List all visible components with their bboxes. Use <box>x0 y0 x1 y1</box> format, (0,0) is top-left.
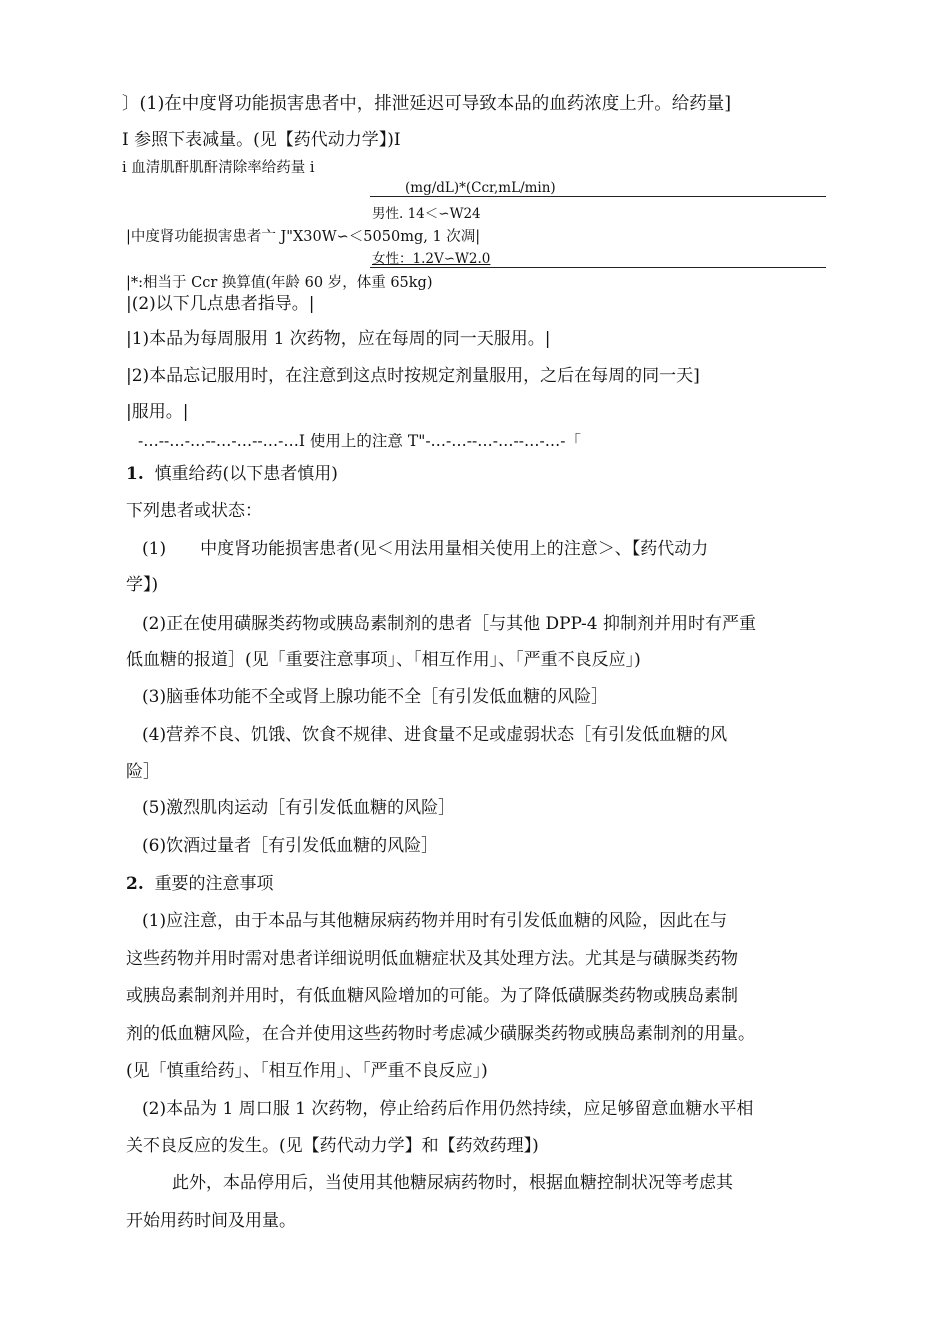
section-1-item-2a: (2)正在使用磺脲类药物或胰岛素制剂的患者［与其他 DPP-4 抑制剂并用时有严重 <box>142 614 757 634</box>
guidance-item-1: |1)本品为每周服用 1 次药物，应在每周的同一天服用。| <box>126 329 551 349</box>
section-1-item-4a: (4)营养不良、饥饿、饮食不规律、进食量不足或虚弱状态［有引发低血糖的风 <box>142 725 728 745</box>
section-1-item-3: (3)脑垂体功能不全或肾上腺功能不全［有引发低血糖的风险］ <box>142 687 609 707</box>
dose-table-row: |中度肾功能损害患者亠 J"X30W∽＜5050mg, 1 次凋| <box>126 229 481 245</box>
section-2-para-3b: 开始用药时间及用量。 <box>126 1211 296 1231</box>
table-rule-top <box>370 196 826 197</box>
dose-table-female: 女性：1.2V∽W2.0 <box>372 251 491 267</box>
section-1-item-1a: (1) 中度肾功能损害患者(见＜用法用量相关使用上的注意＞、【药代动力 <box>142 539 709 559</box>
section-2-para-3a: 此外，本品停用后，当使用其他糖尿病药物时，根据血糖控制状况等考虑其 <box>172 1173 733 1193</box>
section-2-para-2a: (2)本品为 1 周口服 1 次药物，停止给药后作用仍然持续，应足够留意血糖水平相 <box>142 1099 754 1119</box>
section-1-heading <box>126 463 338 485</box>
section-2-title: 重要的注意事项 <box>154 874 274 894</box>
guidance-intro: |(2)以下几点患者指导。| <box>126 294 315 314</box>
section-1-item-5: (5)激烈肌肉运动［有引发低血糖的风险］ <box>142 798 456 818</box>
section-1-title: 慎重给药(以下患者慎用) <box>154 464 338 484</box>
section-1-item-4b: 险］ <box>126 762 160 782</box>
guidance-item-2b: |服用。| <box>126 402 189 422</box>
section-2-para-1c: 或胰岛素制剂并用时，有低血糖风险增加的可能。为了降低磺脲类药物或胰岛素制 <box>126 986 738 1006</box>
section-2-para-2b: 关不良反应的发生。(见【药代动力学】和【药效药理】) <box>126 1136 539 1156</box>
section-1-number: 1. <box>126 464 144 484</box>
guidance-item-2a: |2)本品忘记服用时，在注意到这点时按规定剂量服用，之后在每周的同一天] <box>126 366 700 386</box>
section-1-lead: 下列患者或状态： <box>126 501 262 521</box>
dose-table-footnote: |*:相当于 Ccr 换算值(年龄 60 岁，体重 65kg) <box>126 275 433 291</box>
usage-line-2: I 参照下表减量。(见【药代动力学】)I <box>122 130 401 150</box>
dose-table-units: (mg/dL)*(Ccr,mL/min) <box>405 180 556 196</box>
section-2-para-1a: (1)应注意，由于本品与其他糖尿病药物并用时有引发低血糖的风险，因此在与 <box>142 911 728 931</box>
section-1-item-1b: 学】) <box>126 575 159 595</box>
section-2-para-1d: 剂的低血糖风险，在合并使用这些药物时考虑减少磺脲类药物或胰岛素制剂的用量。 <box>126 1024 755 1044</box>
section-1-item-6: (6)饮酒过量者［有引发低血糖的风险］ <box>142 836 439 856</box>
dose-table-male: 男性. 14＜∽W24 <box>372 206 481 222</box>
dose-table-header: i 血清肌酐肌酐清除率给药量 i <box>122 160 315 176</box>
section-2-para-1b: 这些药物并用时需对患者详细说明低血糖症状及其处理方法。尤其是与磺脲类药物 <box>126 949 738 969</box>
section-1-item-2b: 低血糖的报道］(见「重要注意事项」、「相互作用」、「严重不良反应」) <box>126 650 641 670</box>
usage-divider: -…--…-…--…-…--…-…I 使用上的注意 T"-…-…--…-…--…-…-「 <box>138 432 581 450</box>
section-2-heading <box>126 873 274 895</box>
section-2-number: 2. <box>126 874 144 894</box>
table-rule-bottom <box>370 267 826 268</box>
section-2-para-1e: (见「慎重给药」、「相互作用」、「严重不良反应」) <box>126 1061 488 1081</box>
usage-line-1: 〕(1)在中度肾功能损害患者中，排泄延迟可导致本品的血药浓度上升。给药量] <box>122 94 732 114</box>
